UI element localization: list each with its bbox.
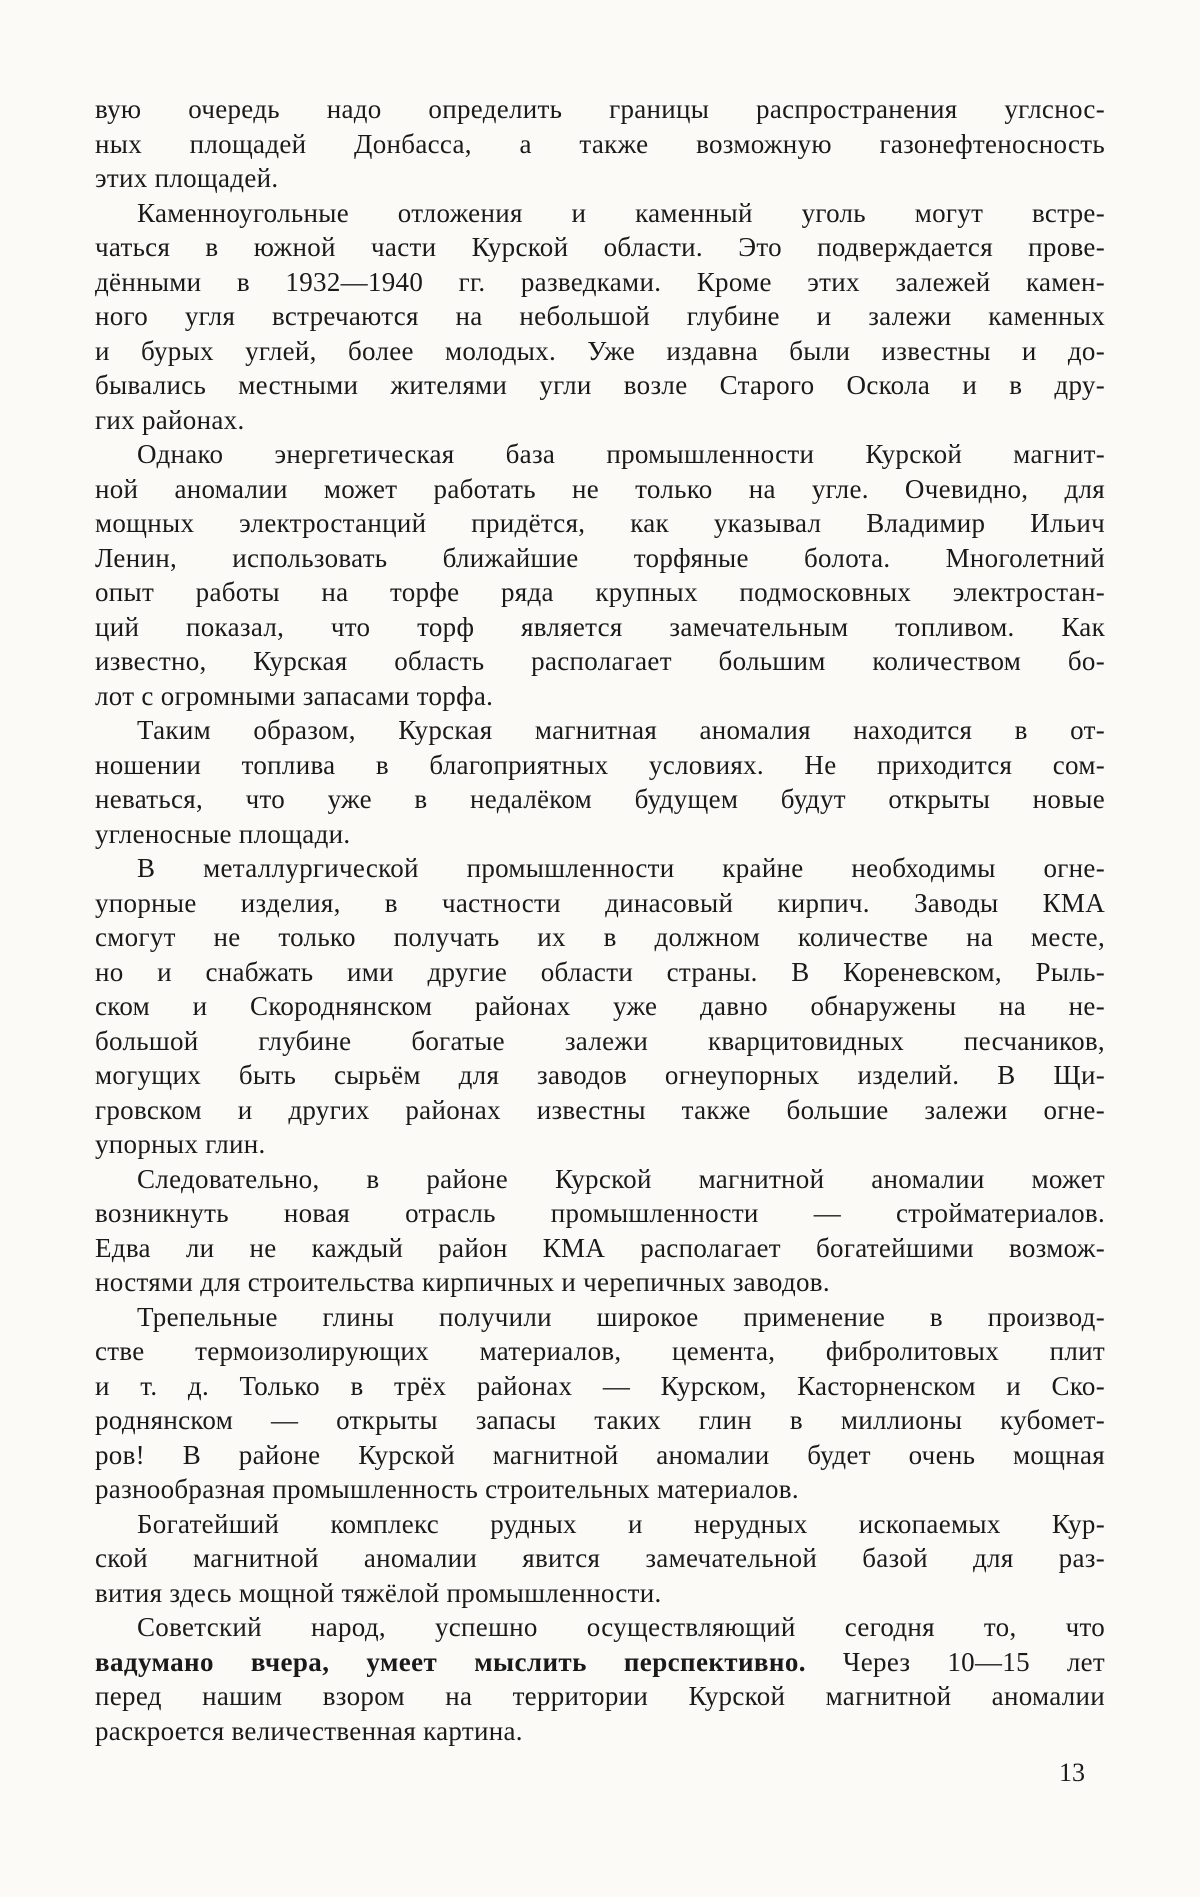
text-segment: Однако энергетическая база промышленности Курской магнит- bbox=[137, 439, 1105, 469]
paragraph bbox=[95, 1300, 1105, 1507]
text-segment: стве термоизолирующих материалов, цемента, фибролитовых плит bbox=[95, 1336, 1105, 1366]
text-line bbox=[95, 1403, 1105, 1438]
text-line bbox=[95, 644, 1105, 679]
text-line bbox=[95, 472, 1105, 507]
text-line bbox=[95, 161, 1105, 196]
text-segment: перед нашим взором на территории Курской магнитной аномалии bbox=[95, 1681, 1105, 1711]
text-line bbox=[95, 851, 1105, 886]
text-segment: раскроется величественная картина. bbox=[95, 1715, 523, 1746]
text-line bbox=[95, 1265, 1105, 1300]
text-block bbox=[95, 92, 1105, 1748]
text-segment: и т. д. Только в трёх районах — Курском, Касторненском и Ско- bbox=[95, 1370, 1105, 1401]
text-line bbox=[95, 92, 1105, 127]
text-line bbox=[95, 817, 1105, 852]
page-number: 13 bbox=[1059, 1758, 1085, 1787]
text-segment: Следовательно, в районе Курской магнитной аномалии может bbox=[137, 1163, 1105, 1194]
text-line bbox=[95, 1058, 1105, 1093]
text-segment: Ленин, использовать ближайшие торфяные болота. Многолетний bbox=[95, 542, 1105, 573]
text-line bbox=[95, 920, 1105, 955]
text-segment: известно, Курская область располагает большим количеством бо- bbox=[95, 646, 1105, 676]
text-line bbox=[95, 1196, 1105, 1231]
text-line bbox=[95, 1610, 1105, 1645]
paragraph bbox=[95, 851, 1105, 1162]
text-segment: Каменноугольные отложения и каменный уголь могут встре- bbox=[137, 197, 1105, 228]
text-line bbox=[95, 748, 1105, 783]
text-segment: Таким образом, Курская магнитная аномалия находится в от- bbox=[137, 715, 1105, 745]
text-line bbox=[95, 1507, 1105, 1542]
text-line bbox=[95, 1541, 1105, 1576]
text-line bbox=[95, 1472, 1105, 1507]
text-line bbox=[95, 1438, 1105, 1473]
text-line bbox=[95, 1334, 1105, 1369]
text-segment: но и снабжать ими другие области страны. В Кореневском, Рыль- bbox=[95, 956, 1105, 987]
text-segment: ностями для строительства кирпичных и черепичных заводов. bbox=[95, 1267, 830, 1297]
text-line bbox=[95, 334, 1105, 369]
text-segment: Богатейший комплекс рудных и нерудных ископаемых Кур- bbox=[137, 1508, 1105, 1539]
text-line bbox=[95, 230, 1105, 265]
text-segment: чаться в южной части Курской области. Это подверждается прове- bbox=[95, 232, 1105, 262]
text-segment: могущих быть сырьём для заводов огнеупорных изделий. В Щи- bbox=[95, 1060, 1105, 1090]
text-line bbox=[95, 1576, 1105, 1611]
text-line bbox=[95, 196, 1105, 231]
text-segment: неваться, что уже в недалёком будущем будут открыты новые bbox=[95, 784, 1105, 814]
text-segment: большой глубине богатые залежи кварцитовидных песчаников, bbox=[95, 1025, 1105, 1056]
paragraph bbox=[95, 1162, 1105, 1300]
text-line bbox=[95, 1127, 1105, 1162]
text-segment: В металлургической промышленности крайне необходимы огне- bbox=[137, 853, 1105, 883]
text-line bbox=[95, 886, 1105, 921]
text-segment: бывались местными жителями угли возле Старого Оскола и в дру- bbox=[95, 370, 1105, 400]
text-line bbox=[95, 679, 1105, 714]
text-segment: смогут не только получать их в должном количестве на месте, bbox=[95, 922, 1105, 952]
text-line bbox=[95, 989, 1105, 1024]
text-line bbox=[95, 955, 1105, 990]
paragraph bbox=[95, 437, 1105, 713]
text-line bbox=[95, 782, 1105, 817]
paragraph bbox=[95, 92, 1105, 196]
bold-text: вадумано вчера, умеет мыслить перспективно. bbox=[95, 1646, 806, 1677]
text-line bbox=[95, 506, 1105, 541]
text-line bbox=[95, 1093, 1105, 1128]
text-segment: опыт работы на торфе ряда крупных подмосковных электростан- bbox=[95, 577, 1105, 607]
paragraph bbox=[95, 196, 1105, 438]
paragraph bbox=[95, 1507, 1105, 1611]
text-segment: гровском и других районах известны также большие залежи огне- bbox=[95, 1094, 1105, 1125]
text-line bbox=[95, 403, 1105, 438]
text-segment: ного угля встречаются на небольшой глубине и залежи каменных bbox=[95, 301, 1105, 331]
text-segment: возникнуть новая отрасль промышленности — стройматериалов. bbox=[95, 1198, 1105, 1228]
text-segment: угленосные площади. bbox=[95, 818, 351, 849]
text-segment: ской магнитной аномалии явится замечательной базой для раз- bbox=[95, 1543, 1105, 1573]
text-segment: дёнными в 1932—1940 гг. разведками. Кроме этих залежей камен- bbox=[95, 266, 1105, 297]
text-segment: Трепельные глины получили широкое применение в производ- bbox=[137, 1301, 1105, 1332]
text-line bbox=[95, 1162, 1105, 1197]
text-line bbox=[95, 265, 1105, 300]
text-line bbox=[95, 1369, 1105, 1404]
text-segment: вития здесь мощной тяжёлой промышленности. bbox=[95, 1577, 662, 1608]
text-segment: ных площадей Донбасса, а также возможную газонефтеносность bbox=[95, 128, 1105, 159]
text-line bbox=[95, 1679, 1105, 1714]
text-segment: ной аномалии может работать не только на угле. Очевидно, для bbox=[95, 473, 1105, 504]
text-segment: упорных глин. bbox=[95, 1129, 266, 1159]
text-segment: этих площадей. bbox=[95, 163, 279, 193]
text-line bbox=[95, 1714, 1105, 1749]
text-segment: упорные изделия, в частности динасовый кирпич. Заводы КМА bbox=[95, 887, 1105, 918]
text-line bbox=[95, 541, 1105, 576]
paragraph bbox=[95, 1610, 1105, 1748]
text-segment: Советский народ, успешно осуществляющий сегодня то, что bbox=[137, 1612, 1105, 1642]
text-line bbox=[95, 575, 1105, 610]
text-line bbox=[95, 127, 1105, 162]
text-line bbox=[95, 1024, 1105, 1059]
text-segment: ций показал, что торф является замечательным топливом. Как bbox=[95, 611, 1105, 642]
text-line bbox=[95, 1231, 1105, 1266]
text-segment: ношении топлива в благоприятных условиях. Не приходится сом- bbox=[95, 749, 1105, 780]
text-line bbox=[95, 299, 1105, 334]
paragraph bbox=[95, 713, 1105, 851]
text-segment: лот с огромными запасами торфа. bbox=[95, 680, 494, 711]
text-segment: Через 10—15 лет bbox=[805, 1646, 1106, 1677]
text-segment: гих районах. bbox=[95, 404, 245, 435]
text-segment: и бурых углей, более молодых. Уже издавна были известны и до- bbox=[95, 335, 1105, 366]
text-segment: разнообразная промышленность строительных материалов. bbox=[95, 1474, 799, 1504]
text-line bbox=[95, 1645, 1105, 1680]
text-segment: Едва ли не каждый район КМА располагает богатейшими возмож- bbox=[95, 1232, 1105, 1263]
text-line bbox=[95, 437, 1105, 472]
text-segment: роднянском — открыты запасы таких глин в миллионы кубомет- bbox=[95, 1405, 1105, 1435]
text-segment: мощных электростанций придётся, как указывал Владимир Ильич bbox=[95, 508, 1105, 538]
text-line bbox=[95, 1300, 1105, 1335]
text-segment: вую очередь надо определить границы распространения углснос- bbox=[95, 94, 1105, 124]
text-line bbox=[95, 713, 1105, 748]
text-line bbox=[95, 368, 1105, 403]
text-segment: ров! В районе Курской магнитной аномалии будет очень мощная bbox=[95, 1439, 1105, 1470]
text-segment: ском и Скороднянском районах уже давно обнаружены на не- bbox=[95, 991, 1105, 1021]
text-line bbox=[95, 610, 1105, 645]
